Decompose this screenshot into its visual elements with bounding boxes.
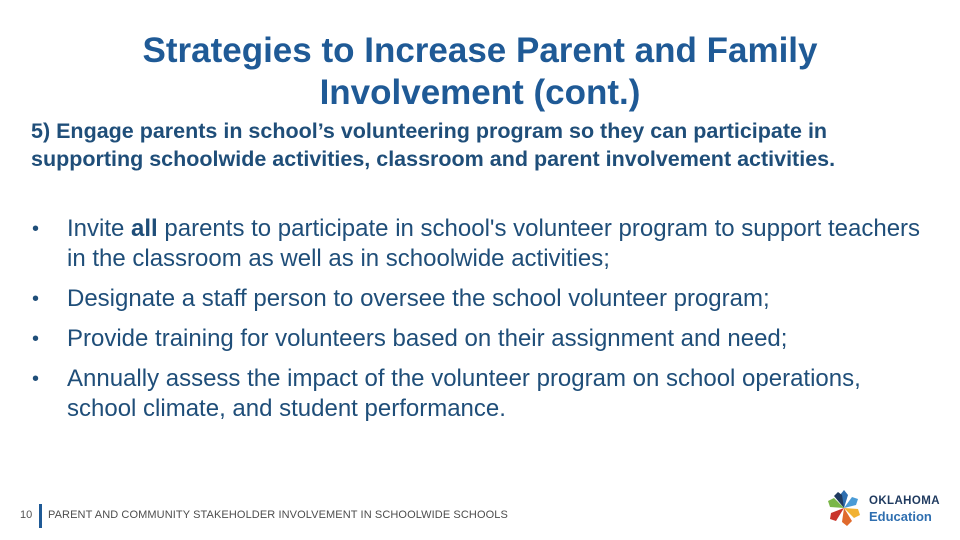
bullet-icon: • (32, 218, 40, 240)
bullet-icon: • (32, 368, 40, 390)
bullet-text-after: parents to participate in school's volunteer program to support teachers in the classroom as well as in schoolwide activities; (67, 215, 921, 272)
bullet-icon: • (32, 328, 40, 350)
bullet-icon: • (32, 288, 40, 310)
bullet-list (31, 214, 931, 434)
slide-title (40, 30, 920, 114)
footer-divider (39, 504, 42, 528)
slide-title-line-1: Strategies to Increase Parent and Family (142, 31, 818, 70)
bullet-text: Provide training for volunteers based on their assignment and need; (67, 325, 788, 352)
logo-mark-icon (822, 487, 866, 531)
bullet-item (31, 364, 931, 424)
slide-title-line-2: Involvement (cont.) (319, 73, 641, 112)
bullet-text-bold: all (131, 215, 158, 242)
bullet-item (31, 284, 931, 314)
page-number: 10 (20, 509, 33, 521)
oklahoma-education-logo (822, 487, 942, 531)
bullet-item (31, 214, 931, 274)
logo-text-education: Education (869, 509, 932, 524)
bullet-text: Designate a staff person to oversee the school volunteer program; (67, 285, 770, 312)
footer-text: PARENT AND COMMUNITY STAKEHOLDER INVOLVEMENT IN SCHOOLWIDE SCHOOLS (48, 509, 508, 521)
bullet-text-before: Invite (67, 215, 132, 242)
logo-text-oklahoma: OKLAHOMA (869, 495, 940, 507)
section-heading: 5) Engage parents in school’s volunteering program so they can participate in supporting schoolwide activities, classroom and parent involvement activities. (31, 119, 836, 171)
bullet-item (31, 324, 931, 354)
bullet-text: Annually assess the impact of the volunteer program on school operations, school climate, and student performance. (67, 365, 861, 422)
